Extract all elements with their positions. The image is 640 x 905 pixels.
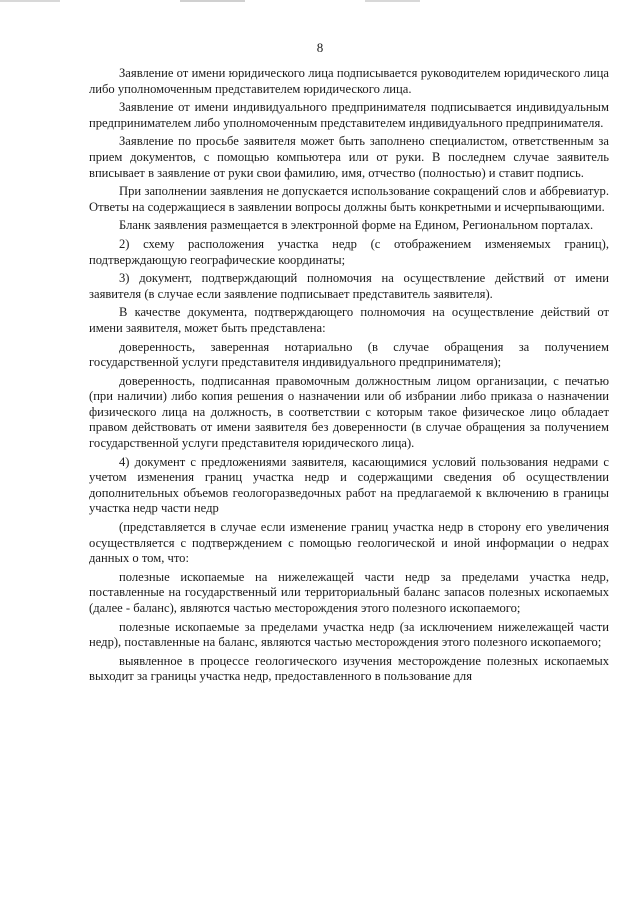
- list-item-4-proposals-document: 4) документ с предложениями заявителя, касающимися условий пользования недрами с учетом изменения границ участка недр и содержащими сведения об осуществлении дополнительных объемов геологоразведочных работ на предлагаемой к включению в границы участка недр части недр: [89, 454, 609, 516]
- list-item-2-scheme: 2) схему расположения участка недр (с отображением изменяемых границ), подтверждающую географические координаты;: [89, 236, 609, 267]
- paragraph-signed-power-of-attorney: доверенность, подписанная правомочным должностным лицом организации, с печатью (при наличии) либо копия решения о назначении или об избрании либо приказа о назначении физического лица на должность, в соответствии с которым такое физическое лицо обладает правом действовать от имени заявителя без доверенности (в случае обращения за получением государственной услуги представителя юридического лица).: [89, 373, 609, 451]
- paragraph-authority-document-types: В качестве документа, подтверждающего полномочия на осуществление действий от имени заявителя, может быть представлена:: [89, 305, 609, 335]
- paragraph-underlying-minerals: полезные ископаемые на нижележащей части недр за пределами участка недр, поставленные на государственный или территориальный баланс запасов полезных ископаемых (далее - баланс), являются частью месторождения этого полезного ископаемого;: [89, 569, 609, 615]
- page-number: 8: [316, 40, 324, 55]
- paragraph-form-on-portals: Бланк заявления размещается в электронной форме на Едином, Региональном порталах.: [119, 218, 594, 233]
- paragraph-provided-if-enlarged: (представляется в случае если изменение границ участка недр в сторону его увеличения осуществляется с подтверждением с помощью геологической и иной информации о недрах данных о том, что:: [89, 520, 609, 566]
- scan-top-edge: [0, 0, 640, 2]
- paragraph-signature-legal-entity: Заявление от имени юридического лица подписывается руководителем юридического лица либо уполномоченным представителем юридического лица.: [89, 66, 609, 96]
- paragraph-signature-entrepreneur: Заявление от имени индивидуального предпринимателя подписывается индивидуальным предпринимателем либо уполномоченным представителем индивидуального предпринимателя.: [89, 100, 609, 130]
- paragraph-deposit-beyond-borders: выявленное в процессе геологического изучения месторождение полезных ископаемых выходит за границы участка недр, предоставленного в пользование для: [89, 653, 609, 684]
- list-item-3-authority-document: 3) документ, подтверждающий полномочия на осуществление действий от имени заявителя (в случае если заявление подписывает представитель заявителя).: [89, 271, 609, 301]
- document-body: [89, 66, 609, 688]
- paragraph-notarized-power-of-attorney: доверенность, заверенная нотариально (в случае обращения за получением государственной услуги представителя индивидуального предпринимателя);: [89, 339, 609, 370]
- paragraph-minerals-outside-plot: полезные ископаемые за пределами участка недр (за исключением нижележащей части недр), поставленные на баланс, являются частью месторождения этого полезного ископаемого;: [89, 619, 609, 650]
- paragraph-filled-by-specialist: Заявление по просьбе заявителя может быть заполнено специалистом, ответственным за прием документов, с помощью компьютера или от руки. В последнем случае заявитель вписывает в заявление от руки свои фамилию, имя, отчество (полностью) и ставит подпись.: [89, 134, 609, 180]
- paragraph-no-abbreviations: При заполнении заявления не допускается использование сокращений слов и аббревиатур. Ответы на содержащиеся в заявлении вопросы должны быть конкретными и исчерпывающими.: [89, 184, 609, 214]
